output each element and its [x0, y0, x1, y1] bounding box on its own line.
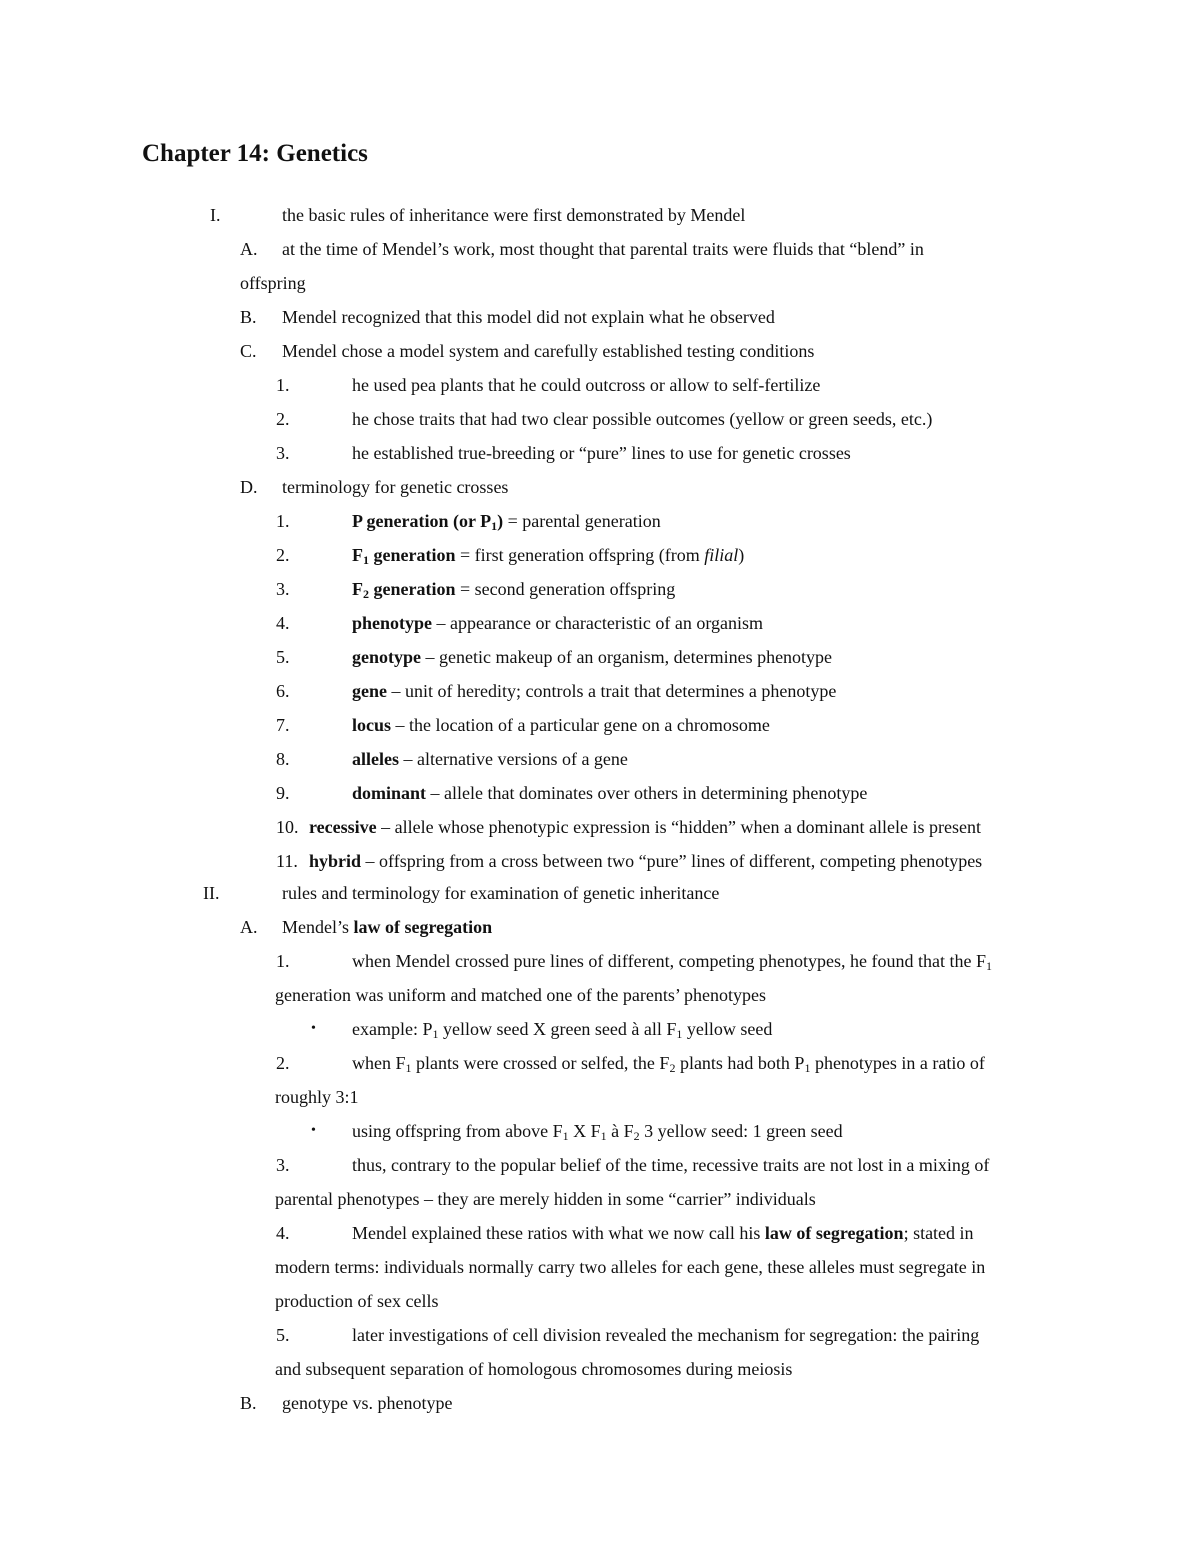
term-11-word: hybrid [309, 851, 362, 871]
term-11-definition: – offspring from a cross between two “pure” lines of different, competing phenotypes [361, 851, 983, 871]
item-1c3-text: he established true-breeding or “pure” lines to use for genetic crosses [352, 443, 851, 463]
term-9-number: 9. [276, 783, 290, 803]
term-5-definition: – genetic makeup of an organism, determines phenotype [421, 647, 833, 667]
term-8-text [352, 748, 628, 770]
term-2-number: 2. [276, 545, 290, 565]
item-2a2-text [352, 1052, 985, 1074]
term-3-bold-b: generation [369, 579, 456, 599]
item-2a1-subscript: 1 [986, 959, 993, 973]
section-1-line [0, 204, 1200, 226]
term-4-word: phenotype [352, 613, 433, 633]
item-2a2-line [0, 1052, 1200, 1074]
term-8-word: alleles [352, 749, 399, 769]
term-9-definition: – allele that dominates over others in determining phenotype [426, 783, 868, 803]
item-1a-line [0, 238, 1200, 260]
term-8-definition: – alternative versions of a gene [399, 749, 628, 769]
term-4-number: 4. [276, 613, 290, 633]
item-2a2-part-d: phenotypes in a ratio of [810, 1053, 985, 1073]
item-1c1-text: he used pea plants that he could outcross or allow to self-fertilize [352, 375, 821, 395]
item-1c-number: C. [240, 341, 257, 361]
term-6-text [352, 680, 836, 702]
item-2a2-example [352, 1120, 843, 1142]
item-2a5-text: later investigations of cell division revealed the mechanism for segregation: the pairing [352, 1325, 980, 1345]
item-1c3-number: 3. [276, 443, 290, 463]
term-11-line [0, 850, 1200, 872]
item-1b-line [0, 306, 1200, 328]
term-5-line [0, 646, 1200, 668]
term-4-line [0, 612, 1200, 634]
item-1d-line [0, 476, 1200, 498]
term-8-number: 8. [276, 749, 290, 769]
term-1-line [0, 510, 1200, 532]
term-10-word: recessive [309, 817, 377, 837]
item-2a-number: A. [240, 917, 258, 937]
term-3-bold-a: F [352, 579, 363, 599]
term-2-definition: = first generation offspring (from [455, 545, 705, 565]
section-1-number: I. [210, 205, 221, 225]
item-2a-line [0, 916, 1200, 938]
example-2-sub-c: 2 [633, 1129, 640, 1143]
term-10-line [0, 816, 1200, 838]
item-2a3-line [0, 1154, 1200, 1176]
item-2a2-part-c: plants had both P [675, 1053, 805, 1073]
item-2a3-text: thus, contrary to the popular belief of the time, recessive traits are not lost in a mixing of [352, 1155, 990, 1175]
item-2a5-number: 5. [276, 1325, 290, 1345]
term-4-definition: – appearance or characteristic of an organism [432, 613, 764, 633]
term-10-number: 10. [276, 817, 299, 837]
item-1c2-number: 2. [276, 409, 290, 429]
term-10-text [309, 816, 981, 838]
item-2a4-suffix: ; stated in [903, 1223, 974, 1243]
term-2-end: ) [738, 545, 745, 565]
term-4-text [352, 612, 763, 634]
term-5-word: genotype [352, 647, 421, 667]
item-2a1-line [0, 950, 1200, 972]
item-2a5-line [0, 1324, 1200, 1346]
term-3-line [0, 578, 1200, 600]
section-2-number: II. [203, 883, 220, 903]
term-1-bold-b: ) [497, 511, 504, 531]
term-1-text [352, 510, 661, 532]
term-9-word: dominant [352, 783, 427, 803]
section-2-text: rules and terminology for examination of genetic inheritance [282, 883, 720, 903]
item-1d-text: terminology for genetic crosses [282, 477, 509, 497]
item-2a1-example [352, 1018, 772, 1040]
term-6-number: 6. [276, 681, 290, 701]
example-1-sub-a: 1 [432, 1027, 439, 1041]
item-1b-number: B. [240, 307, 257, 327]
bullet-marker: • [311, 1021, 316, 1036]
item-1c3-line [0, 442, 1200, 464]
term-5-text [352, 646, 832, 668]
item-1c-text: Mendel chose a model system and carefully established testing conditions [282, 341, 815, 361]
item-1c2-line [0, 408, 1200, 430]
section-1-text: the basic rules of inheritance were first demonstrated by Mendel [282, 205, 746, 225]
item-2a4-number: 4. [276, 1223, 290, 1243]
term-10-definition: – allele whose phenotypic expression is “hidden” when a dominant allele is present [376, 817, 981, 837]
item-2a1-number: 1. [276, 951, 290, 971]
item-2a2-sub-b: 2 [669, 1061, 676, 1075]
item-2b-number: B. [240, 1393, 257, 1413]
section-2-line [0, 882, 1200, 904]
item-2a2-continuation: roughly 3:1 [275, 1087, 359, 1107]
term-2-bold-a: F [352, 545, 363, 565]
item-2a4-line [0, 1222, 1200, 1244]
item-2a1-body: when Mendel crossed pure lines of different, competing phenotypes, he found that the F [352, 951, 987, 971]
example-2-part-d: 3 yellow seed: 1 green seed [639, 1121, 843, 1141]
item-1c-line [0, 340, 1200, 362]
term-9-line [0, 782, 1200, 804]
example-2-sub-b: 1 [600, 1129, 607, 1143]
example-1-part-a: example: P [352, 1019, 433, 1039]
term-6-line [0, 680, 1200, 702]
term-2-bold-b: generation [369, 545, 456, 565]
term-9-text [352, 782, 867, 804]
item-2a5-continuation: and subsequent separation of homologous chromosomes during meiosis [275, 1359, 793, 1379]
term-7-number: 7. [276, 715, 290, 735]
term-11-text [309, 850, 982, 872]
item-2a2-sub-c: 1 [804, 1061, 811, 1075]
item-2b-text: genotype vs. phenotype [282, 1393, 453, 1413]
item-2a4-prefix: Mendel explained these ratios with what we now call his [352, 1223, 765, 1243]
item-2a4-bold: law of segregation [764, 1223, 904, 1243]
term-11-number: 11. [276, 851, 298, 871]
term-2-text [352, 544, 744, 566]
term-6-definition: – unit of heredity; controls a trait that determines a phenotype [387, 681, 837, 701]
item-2a3-continuation: parental phenotypes – they are merely hidden in some “carrier” individuals [275, 1189, 816, 1209]
chapter-title: Chapter 14: Genetics [142, 140, 368, 167]
item-1d-number: D. [240, 477, 258, 497]
example-2-part-a: using offspring from above F [352, 1121, 563, 1141]
item-2a1-continuation: generation was uniform and matched one of the parents’ phenotypes [275, 985, 767, 1005]
example-1-part-c: yellow seed [682, 1019, 773, 1039]
term-1-subscript: 1 [491, 519, 498, 533]
term-3-definition: = second generation offspring [455, 579, 676, 599]
item-2b-line [0, 1392, 1200, 1414]
term-6-word: gene [352, 681, 387, 701]
term-1-definition: = parental generation [503, 511, 661, 531]
item-2a1-text [352, 950, 992, 972]
item-2a2-part-a: when F [352, 1053, 406, 1073]
item-1b-text: Mendel recognized that this model did not explain what he observed [282, 307, 775, 327]
term-7-definition: – the location of a particular gene on a chromosome [391, 715, 770, 735]
term-1-number: 1. [276, 511, 290, 531]
example-1-part-b: yellow seed X green seed à all F [438, 1019, 677, 1039]
item-1c1-line [0, 374, 1200, 396]
term-2-subscript: 1 [363, 553, 369, 567]
item-1a-text: at the time of Mendel’s work, most thought that parental traits were fluids that “blend” in [282, 239, 924, 259]
example-2-part-c: à F [606, 1121, 634, 1141]
item-2a-prefix: Mendel’s [282, 917, 354, 937]
item-2a-text [282, 916, 492, 938]
item-2a2-number: 2. [276, 1053, 290, 1073]
example-1-sub-b: 1 [676, 1027, 683, 1041]
term-3-subscript: 2 [363, 587, 369, 601]
term-2-line [0, 544, 1200, 566]
item-2a4-text [352, 1222, 974, 1244]
item-2a-bold: law of segregation [353, 917, 493, 937]
term-7-word: locus [352, 715, 392, 735]
bullet-marker: • [311, 1123, 316, 1138]
item-2a2-part-b: plants were crossed or selfed, the F [411, 1053, 670, 1073]
item-1a-number: A. [240, 239, 258, 259]
item-2a2-sub-a: 1 [405, 1061, 412, 1075]
item-2a4-continuation-1: modern terms: individuals normally carry two alleles for each gene, these alleles must segregate in [275, 1257, 986, 1277]
term-2-italic: filial [704, 545, 739, 565]
term-7-text [352, 714, 770, 736]
item-2a4-continuation-2: production of sex cells [275, 1291, 439, 1311]
example-2-part-b: X F [568, 1121, 601, 1141]
example-2-sub-a: 1 [562, 1129, 569, 1143]
item-1c2-text: he chose traits that had two clear possible outcomes (yellow or green seeds, etc.) [352, 409, 933, 429]
term-3-text [352, 578, 675, 600]
item-2a2-example-line [0, 1120, 1200, 1142]
term-1-bold-a: P generation (or P [352, 511, 492, 531]
term-5-number: 5. [276, 647, 290, 667]
item-2a3-number: 3. [276, 1155, 290, 1175]
item-1a-continuation: offspring [240, 273, 306, 293]
term-3-number: 3. [276, 579, 290, 599]
item-1c1-number: 1. [276, 375, 290, 395]
term-7-line [0, 714, 1200, 736]
item-2a1-example-line [0, 1018, 1200, 1040]
term-8-line [0, 748, 1200, 770]
